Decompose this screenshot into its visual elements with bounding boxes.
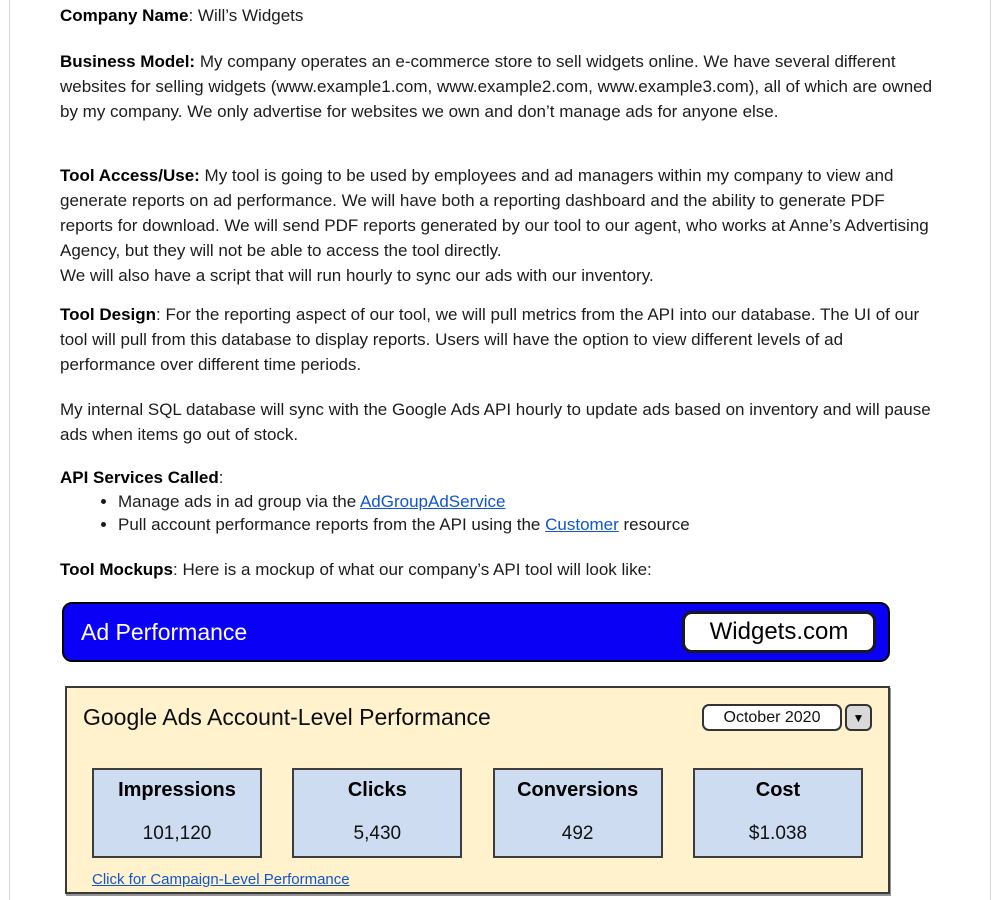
- metric-value: 492: [561, 823, 594, 844]
- adgroupadservice-link[interactable]: AdGroupAdService: [359, 492, 506, 511]
- company-name-label: Company Name: [60, 6, 189, 25]
- panel-header-row: [83, 704, 872, 732]
- bullet-2-prefix: Pull account performance reports from the API using the: [118, 515, 546, 534]
- metric-card-impressions: [92, 768, 262, 858]
- metric-value: 5,430: [353, 823, 402, 844]
- metric-cards-row: [83, 768, 872, 858]
- paragraph-tool-access: [60, 163, 938, 288]
- chevron-down-icon: ▼: [852, 710, 865, 725]
- business-model-text: My company operates an e-commerce store to sell widgets online. We have several different websites for selling widgets (www.example1.com, www.example2.com, www.example3.com), all of which are owned by my company. We only advertise for websites we own and don’t manage ads for anyone else.: [60, 52, 933, 121]
- tool-access-label: Tool Access/Use:: [60, 166, 200, 185]
- account-performance-panel: [65, 686, 890, 894]
- month-dropdown[interactable]: [702, 704, 872, 731]
- tool-access-text: My tool is going to be used by employees and ad managers within my company to view and generate reports on ad performance. We will have both a reporting dashboard and the ability to generate PDF reports for download. We will send PDF reports generated by our tool to our agent, who works at Anne’s Advertising Agency, but they will not be able to access the tool directly.: [60, 166, 929, 260]
- metric-label: Clicks: [347, 779, 407, 801]
- tool-design-label: Tool Design: [60, 305, 157, 324]
- mockup-title: Ad Performance: [81, 618, 248, 645]
- document-content: [60, 3, 938, 894]
- campaign-level-link[interactable]: Click for Campaign-Level Performance: [92, 871, 350, 888]
- tool-design-text: : For the reporting aspect of our tool, we will pull metrics from the API into our database. The UI of our tool will pull from this database to display reports. Users will have the option to view different levels of ad performance over different time periods.: [60, 305, 920, 374]
- sql-note-text: My internal SQL database will sync with the Google Ads API hourly to update ads based on inventory and will pause ads when items go out of stock.: [60, 400, 931, 444]
- metric-card-clicks: [292, 768, 462, 858]
- paragraph-tool-design: [60, 302, 938, 377]
- api-services-list: [60, 490, 938, 536]
- paragraph-sql-note: [60, 397, 938, 447]
- paragraph-api-services: [60, 465, 938, 490]
- tool-access-text-2: We will also have a script that will run hourly to sync our ads with our inventory.: [60, 266, 654, 285]
- paragraph-tool-mockups: [60, 557, 938, 582]
- bullet-1-prefix: Manage ads in ad group via the: [118, 492, 360, 511]
- company-name-value: : Will’s Widgets: [188, 6, 304, 25]
- paragraph-business-model: [60, 49, 938, 149]
- customer-link[interactable]: Customer: [545, 515, 619, 534]
- metric-label: Impressions: [118, 779, 236, 801]
- metric-card-conversions: [493, 768, 663, 858]
- dropdown-arrow-button[interactable]: [845, 704, 872, 731]
- metric-value: $1.038: [748, 823, 808, 844]
- page-edge-right: [990, 0, 991, 900]
- metric-card-cost: [693, 768, 863, 858]
- page-edge-left: [9, 0, 10, 900]
- mockup-header-bar: [62, 602, 890, 662]
- metric-label: Cost: [755, 779, 801, 801]
- list-item-adgroupadservice: [118, 490, 938, 513]
- business-model-label: Business Model:: [60, 52, 196, 71]
- api-services-colon: :: [218, 468, 224, 487]
- bullet-2-suffix: resource: [618, 515, 690, 534]
- list-item-customer: [118, 513, 938, 536]
- tool-mockups-text: : Here is a mockup of what our company’s API tool will look like:: [173, 560, 652, 579]
- api-services-label: API Services Called: [60, 468, 219, 487]
- paragraph-company-name: [60, 3, 938, 28]
- month-dropdown-value[interactable]: October 2020: [702, 704, 842, 731]
- panel-title: Google Ads Account-Level Performance: [83, 704, 491, 730]
- metric-label: Conversions: [517, 779, 639, 801]
- widgets-site-button[interactable]: Widgets.com: [682, 611, 876, 653]
- tool-mockups-label: Tool Mockups: [60, 560, 174, 579]
- metric-value: 101,120: [142, 823, 212, 844]
